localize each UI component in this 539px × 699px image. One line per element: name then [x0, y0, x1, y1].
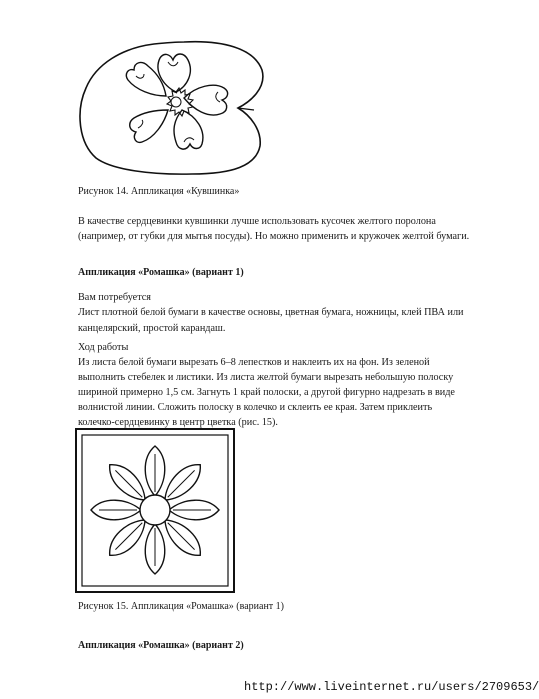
footer-url[interactable]: http://www.liveinternet.ru/users/2709653/ [244, 680, 539, 694]
paragraph-line-1: В качестве сердцевинки кувшинки лучше использовать кусочек желтого поролона [78, 216, 436, 227]
water-lily-icon [72, 30, 272, 180]
section-heading-variant-2: Аппликация «Ромашка» (вариант 2) [78, 640, 244, 651]
figure-15-caption: Рисунок 15. Аппликация «Ромашка» (вариант 1) [78, 601, 285, 612]
procedure-line-5: колечко-сердцевинку в центр цветка (рис. 15). [78, 417, 278, 428]
paragraph-line-2: (например, от губки для мытья посуды). Но можно применить и кружочек желтой бумаги. [78, 231, 470, 242]
materials-line-2: канцелярский, простой карандаш. [78, 323, 226, 334]
section-heading-variant-1: Аппликация «Ромашка» (вариант 1) [78, 267, 244, 278]
materials-title: Вам потребуется [78, 292, 151, 303]
procedure-line-1: Из листа белой бумаги вырезать 6–8 лепестков и наклеить их на фон. Из зеленой [78, 357, 430, 368]
procedure-line-4: волнистой линии. Сложить полоску в колечко и склеить ее края. Затем приклеить [78, 402, 433, 413]
daisy-figure [75, 428, 235, 593]
procedure-title: Ход работы [78, 342, 129, 353]
procedure-line-2: выполнить стебелек и листики. Из листа желтой бумаги вырезать небольшую полоску [78, 372, 454, 383]
daisy-icon [75, 428, 235, 593]
materials-line-1: Лист плотной белой бумаги в качестве основы, цветная бумага, ножницы, клей ПВА или [78, 307, 464, 318]
figure-14-caption: Рисунок 14. Аппликация «Кувшинка» [78, 186, 240, 197]
procedure-line-3: шириной примерно 1,5 см. Загнуть 1 край полоски, а другой фигурно надрезать в виде [78, 387, 455, 398]
water-lily-figure [72, 30, 272, 180]
